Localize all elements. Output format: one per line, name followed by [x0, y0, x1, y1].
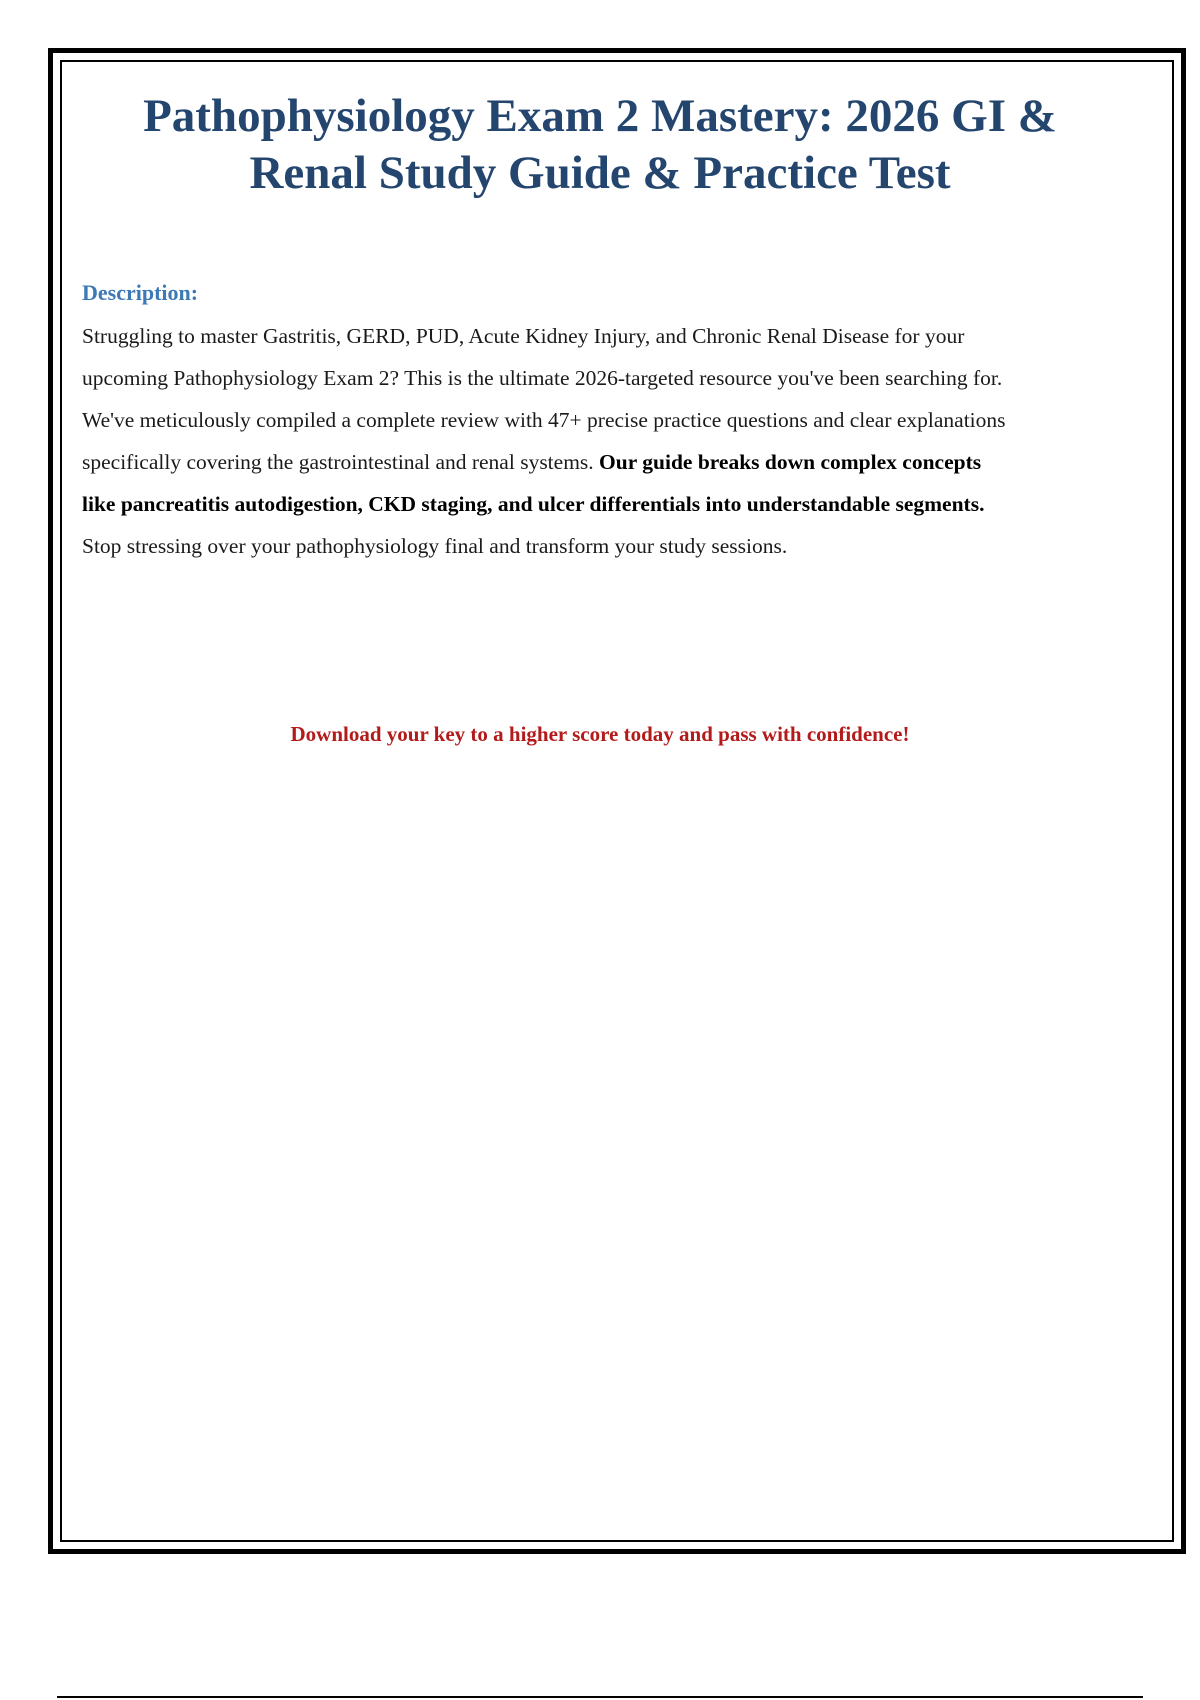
footer-divider: [57, 1696, 1143, 1698]
description-label: Description:: [82, 280, 199, 305]
document-title: Pathophysiology Exam 2 Mastery: 2026 GI & Renal Study Guide & Practice Test: [143, 90, 1057, 199]
call-to-action: Download your key to a higher score today and pass with confidence!: [290, 722, 910, 746]
description-body: [82, 315, 1012, 567]
description-outro: Stop stressing over your pathophysiology final and transform your study sessions.: [82, 534, 788, 558]
page-border-outer: [48, 48, 1186, 1554]
description-bold-text: Our guide breaks down complex concepts like pancreatitis autodigestion, CKD staging, and ulcer differentials into understandable segments.: [82, 450, 985, 516]
page-border-inner: [60, 60, 1174, 1542]
description-intro: Struggling to master Gastritis, GERD, PUD, Acute Kidney Injury, and Chronic Renal Disease for your upcoming Pathophysiology Exam 2? This is the ultimate 2026-targeted resource you've been searching for. We've meticulously compiled a complete review with 47+ precise practice questions and clear explanations specifically covering the gastrointestinal and renal systems.: [82, 324, 1006, 474]
